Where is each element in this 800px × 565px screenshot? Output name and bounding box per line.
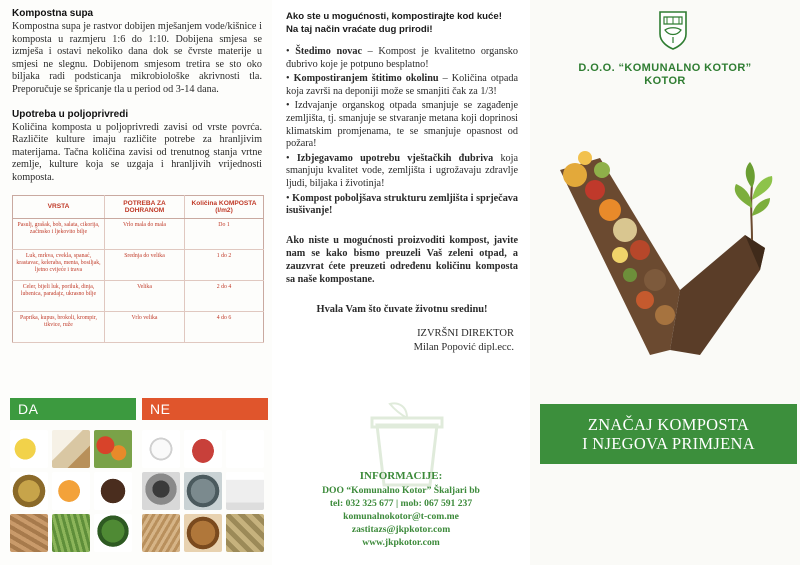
brochure-title [540, 404, 797, 464]
closing-paragraph: Ako niste u mogućnosti proizvoditi kompost, javite nam se kako bismo preuzeli Vaš zeleni otpad, a zauzvrat ćete preuzeti određenu količinu komposta sa naše kompostane. [286, 234, 518, 285]
table-header-row [13, 195, 264, 218]
company-logo-icon [658, 10, 688, 50]
right-panel [530, 0, 800, 565]
list-item: • Izbjegavamo upotrebu vještačkih đubriva koja smanjuju kvalitet vode, zemljišta i ugrožavaju zdravlje ljudi, biljaka i životinja! [286, 152, 518, 189]
signature-block [286, 327, 518, 355]
intro-line-2: Na taj način vraćate dug prirodi! [286, 24, 433, 35]
bread-photo [184, 514, 222, 552]
sawdust-photo [142, 514, 180, 552]
fish-photo [184, 472, 222, 510]
thanks-line: Hvala Vam što čuvate životnu sredinu! [316, 303, 488, 315]
bullet-bold: Kompost poboljšava strukturu zemljišta i sprječava isušivanje! [286, 192, 518, 217]
title-line-2: I NJEGOVA PRIMJENA [582, 434, 755, 453]
website-link[interactable]: www.jkpkotor.com [362, 537, 440, 548]
bullet-text: koja smanjuju kvalitet vode, zemljišta i ugrožavaju zdravlje ljudi, biljaka i životinja! [286, 152, 518, 189]
table-row [13, 249, 264, 280]
table-header: POTREBA ZA DOHRANOM [105, 195, 185, 218]
dandelion-photo [142, 430, 180, 468]
benefits-list [286, 46, 518, 218]
paper-photo [226, 514, 264, 552]
email-link[interactable]: komunalnokotor@t-com.me [343, 511, 459, 522]
bullet-bold: Štedimo novac [295, 46, 363, 57]
container-photo [226, 472, 264, 510]
intro-line-1: Ako ste u mogućnosti, kompostirajte kod kuće! [286, 11, 502, 22]
tea-bag-photo [52, 430, 90, 468]
orange-peel-photo [52, 472, 90, 510]
yes-photo-grid [10, 430, 132, 552]
table-cell: 4 do 6 [185, 311, 264, 342]
list-item: • Izdvajanje organskog otpada smanjuje se zagađenje zemljišta, tj. smanjuje se stvaranje metana koji doprinosi klimatskim promjenama, te se smanjuje opasnost od požara! [286, 100, 518, 150]
signature-title: IZVRŠNI DIREKTOR [417, 327, 514, 339]
agriculture-heading: Upotreba u poljoprivredi [12, 108, 129, 120]
no-banner: NE [142, 398, 268, 420]
email-link[interactable]: zastitazs@jkpkotor.com [351, 524, 451, 535]
bullet-bold: Izbjegavamo upotrebu vještačkih đubriva [296, 152, 494, 164]
list-item: • Štedimo novac – Kompost je kvalitetno organsko đubrivo koje je potpuno besplatno! [286, 46, 518, 70]
table-cell: Vrlo mala do mala [105, 218, 185, 249]
table-cell: Paprika, kupus, brokoli, krompir, tikvice, ruže [13, 311, 105, 342]
signature-name: Milan Popović dipl.ecc. [413, 341, 514, 353]
phone-line: tel: 032 325 677 | mob: 067 591 237 [329, 498, 473, 509]
org-line-1: D.O.O. “KOMUNALNO KOTOR” [578, 62, 752, 74]
middle-panel [272, 0, 530, 565]
compost-table [12, 195, 264, 343]
table-cell: Velika [105, 280, 185, 311]
bullet-text: – Količina otpada koja završi na deponiji može se smanjiti čak za 1/3! [286, 73, 518, 97]
address-line: DOO “Komunalno Kotor” Škaljari bb [322, 485, 480, 496]
list-item: • Kompost poboljšava strukturu zemljišta i sprječava isušivanje! [286, 192, 518, 217]
info-heading: INFORMACIJE: [359, 470, 443, 482]
org-line-2: KOTOR [644, 75, 686, 87]
vegetables-photo [94, 430, 132, 468]
grass-photo [52, 514, 90, 552]
table-row [13, 280, 264, 311]
bullet-text: Izdvajanje organskog otpada smanjuje se zagađenje zemljišta, tj. smanjuje se stvaranje metana koji doprinosi klimatskim promjenama, te se smanjuje opasnost od požara! [286, 100, 518, 150]
no-photo-grid [142, 430, 264, 552]
table-cell: 1 do 2 [185, 249, 264, 280]
compost-soup-heading: Kompostna supa [12, 8, 94, 19]
list-item: • Kompostiranjem štitimo okolinu – Količina otpada koja završi na deponiji može se smanjiti čak za 1/3! [286, 73, 518, 97]
plants-photo [94, 514, 132, 552]
coffee-grounds-photo [94, 472, 132, 510]
table-cell: 2 do 4 [185, 280, 264, 311]
meat-photo [184, 430, 222, 468]
table-cell: Celer, bijeli luk, poriluk, dinja, lubenica, paradajz, ukrasno bilje [13, 280, 105, 311]
leaves-photo [10, 472, 48, 510]
table-cell: Vrlo velika [105, 311, 185, 342]
contact-info [272, 470, 530, 549]
table-cell: Luk, mrkva, cvekla, spanać, krastavac, keleraba, menta, bosiljak, ljetno cvijeće i trava [13, 249, 105, 280]
bullet-bold: Kompostiranjem štitimo okolinu [293, 73, 439, 85]
table-cell: Pasulj, grašak, bob, salata, cikorija, začinsko i ljekovito bilje [13, 218, 105, 249]
table-cell: Srednja do velika [105, 249, 185, 280]
dog-photo [142, 472, 180, 510]
agriculture-text: Količina komposta u poljoprivredi zavisi od vrste povrća. Različite kulture imaju različite potrebe za hranljivim materijama. Tačna količina zavisi od trenutnog stanja vrtne zemlje, kulture koja se uzgaja i hranljivih vrijednosti komposta. [12, 121, 262, 183]
compost-soup-text: Kompostna supa je rastvor dobijen mješanjem vode/kišnice i komposta u razmjeru 1:6 do 1:10. Dobijena smjesa se izmješa i ostavi nekoliko dana dok se čvrste materije u smjesi ne slegnu. Dobijenom smjesom tretira se sto oko biljaka radi podsticanja mikrobiološke akrivnosti tla. Preporučuje se špricanje tla u period od 3-14 dana. [12, 21, 262, 95]
table-cell: Do 1 [185, 218, 264, 249]
yes-banner: DA [10, 398, 136, 420]
title-line-1: ZNAČAJ KOMPOSTA [587, 415, 750, 434]
wood-chips-photo [10, 514, 48, 552]
empty-slot [226, 430, 264, 468]
left-panel [0, 0, 272, 565]
table-header: Količina KOMPOSTA (l/m2) [185, 195, 264, 218]
table-row [13, 218, 264, 249]
table-row [13, 311, 264, 342]
organization-name [530, 62, 800, 88]
compost-checkmark-illustration [560, 150, 790, 380]
table-header: VRSTA [13, 195, 105, 218]
bullet-text: – Kompost je kvalitetno organsko đubrivo koje je potpuno besplatno! [286, 46, 518, 70]
lemon-peel-photo [10, 430, 48, 468]
